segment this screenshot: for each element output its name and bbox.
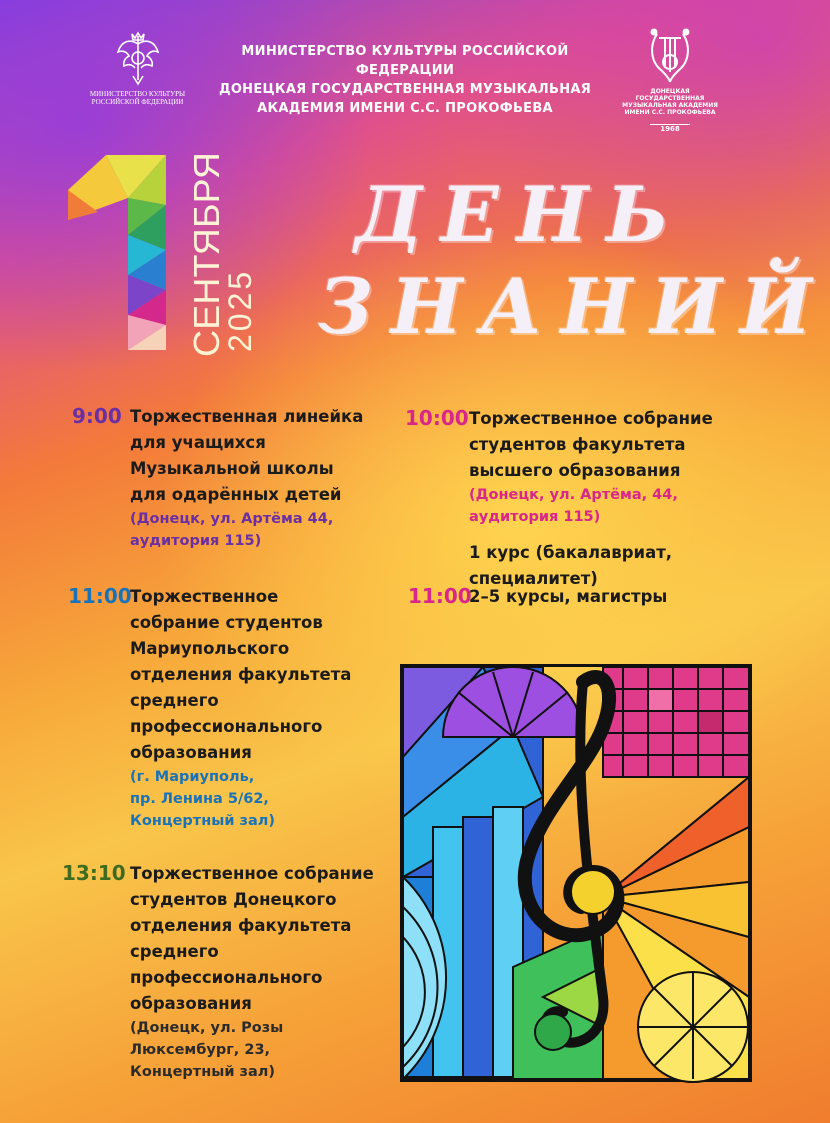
header-line-3: АКАДЕМИЯ ИМЕНИ С.С. ПРОКОФЬЕВА [257,101,553,116]
event-4-line-2: студентов факультета [469,435,686,454]
event-2-line-6: профессионального [130,717,323,736]
ministry-caption-2: РОССИЙСКОЙ ФЕДЕРАЦИИ [91,98,184,106]
event-2-line-2: собрание студентов [130,613,323,632]
event-1-line-3: Музыкальной школы [130,459,334,478]
date-month: СЕНТЯБРЯ [186,160,227,357]
stained-glass-treble-clef-icon [403,667,749,1079]
event-1-line-1: Торжественная линейка [130,407,364,426]
header-line-1: МИНИСТЕРСТВО КУЛЬТУРЫ РОССИЙСКОЙ ФЕДЕРАЦИИ [241,44,569,78]
event-3-line-2: студентов Донецкого [130,890,337,909]
event-3-line-6: образования [130,994,252,1013]
date-year: 2025 [222,268,258,352]
event-4-time: 10:00 [405,406,469,430]
date-day-numeral [68,150,178,355]
event-3-address-1: (Донецк, ул. Розы [130,1020,284,1036]
event-3-line-1: Торжественное собрание [130,864,374,883]
title-line-2: ЗНАНИЙ [318,262,830,351]
academy-caption-1: ДОНЕЦКАЯ ГОСУДАРСТВЕННАЯ [635,88,705,102]
event-3-time: 13:10 [62,861,126,885]
event-1-line-4: для одарённых детей [130,485,342,504]
stained-glass-illustration [400,664,752,1082]
event-5-line-1: 2–5 курсы, магистры [469,587,668,606]
event-1-line-2: для учащихся [130,433,266,452]
event-2-line-3: Мариупольского [130,639,290,658]
event-4-sub-1: 1 курс (бакалавриат, [469,543,673,562]
lyre-emblem-icon [645,28,695,84]
event-2-line-5: среднего [130,691,219,710]
event-4-address-1: (Донецк, ул. Артёма, 44, [469,487,678,503]
event-1-time: 9:00 [72,404,122,428]
academy-logo [620,28,720,135]
header-line-2: ДОНЕЦКАЯ ГОСУДАРСТВЕННАЯ МУЗЫКАЛЬНАЯ [218,82,592,97]
event-2-address-3: Концертный зал) [130,813,275,829]
event-1-address-1: (Донецк, ул. Артёма 44, [130,511,334,527]
event-4-address-2: аудитория 115) [469,509,601,525]
faceted-one-icon [68,150,178,355]
event-3-address-2: Люксембург, 23, [130,1042,271,1058]
academy-year: 1968 [650,124,689,133]
event-1-address-2: аудитория 115) [130,533,262,549]
event-2-time: 11:00 [68,584,132,608]
event-5-time: 11:00 [408,584,472,608]
double-headed-eagle-emblem-icon [115,30,161,86]
academy-caption-3: ИМЕНИ С.С. ПРОКОФЬЕВА [624,109,716,116]
event-2-address-1: (г. Мариуполь, [130,769,255,785]
date-day-text: 1 [68,150,69,151]
event-4-sub-2: специалитет) [469,569,598,588]
date-month-year [183,150,258,360]
event-3-line-4: среднего [130,942,219,961]
event-2-address-2: пр. Ленина 5/62, [130,791,269,807]
event-3-line-3: отделения факультета [130,916,352,935]
event-2-line-4: отделения факультета [130,665,352,684]
academy-caption-2: МУЗЫКАЛЬНАЯ АКАДЕМИЯ [622,102,718,109]
ministry-caption-1: МИНИСТЕРСТВО КУЛЬТУРЫ [89,90,186,98]
event-2-line-1: Торжественное [130,587,279,606]
event-3-line-5: профессионального [130,968,323,987]
title-line-1: ДЕНЬ [355,170,688,259]
ministry-logo [80,30,195,106]
event-2-line-7: образования [130,743,252,762]
header-organization [195,42,615,118]
event-4-line-3: высшего образования [469,461,681,480]
event-4-line-1: Торжественное собрание [469,409,713,428]
event-3-address-3: Концертный зал) [130,1064,275,1080]
